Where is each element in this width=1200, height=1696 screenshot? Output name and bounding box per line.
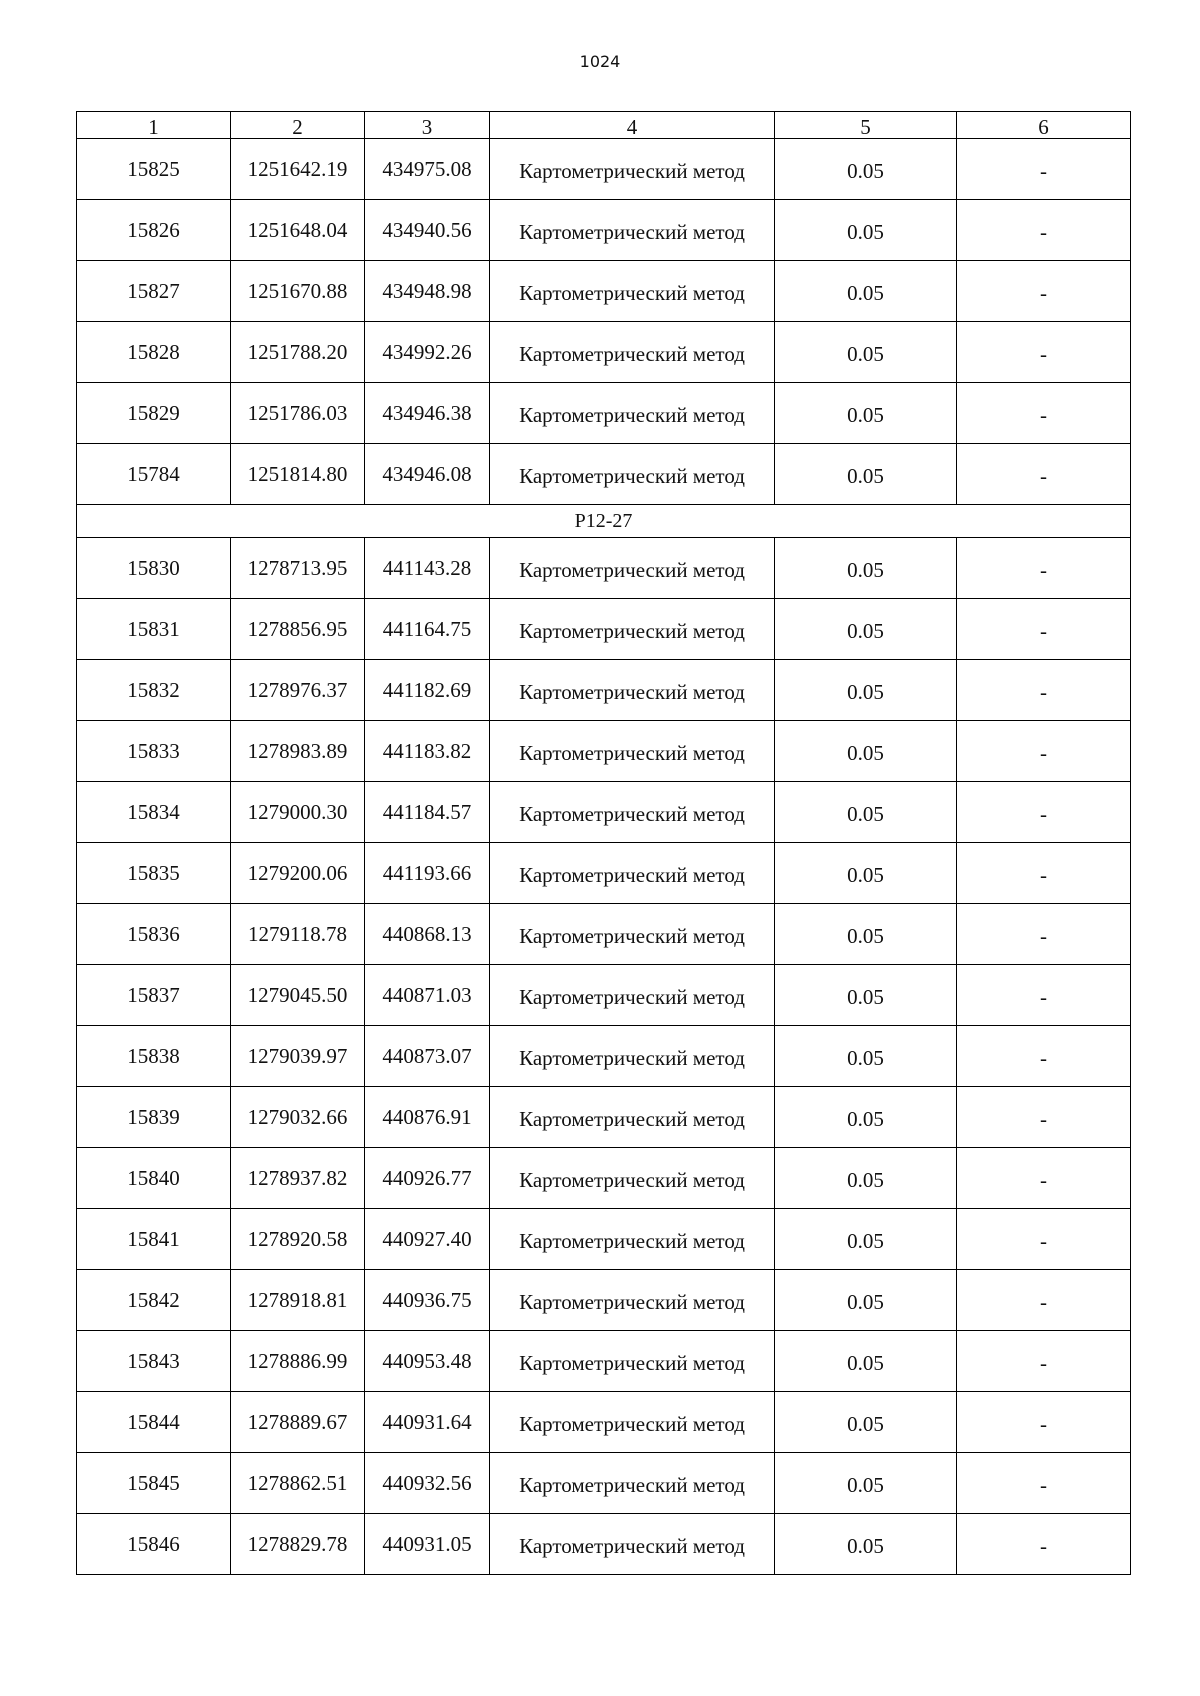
point-number-cell: 15832: [77, 660, 231, 721]
method-cell: Картометрический метод: [490, 261, 775, 322]
point-number-cell: 15843: [77, 1331, 231, 1392]
method-cell: Картометрический метод: [490, 139, 775, 200]
y-coordinate-cell: 434940.56: [365, 200, 490, 261]
table-row: [77, 1331, 1131, 1392]
note-cell: -: [957, 322, 1131, 383]
y-coordinate-cell: 440871.03: [365, 965, 490, 1026]
y-coordinate-cell: 440953.48: [365, 1331, 490, 1392]
point-number-cell: 15830: [77, 538, 231, 599]
y-coordinate-cell: 440868.13: [365, 904, 490, 965]
y-coordinate-cell: 434948.98: [365, 261, 490, 322]
point-number-cell: 15828: [77, 322, 231, 383]
header-row: [77, 112, 1131, 139]
page-number: 1024: [579, 52, 621, 71]
table-row: [77, 1514, 1131, 1575]
note-cell: -: [957, 904, 1131, 965]
accuracy-cell: 0.05: [775, 599, 957, 660]
method-cell: Картометрический метод: [490, 444, 775, 505]
table-row: [77, 1392, 1131, 1453]
y-coordinate-cell: 434946.38: [365, 383, 490, 444]
point-number-cell: 15826: [77, 200, 231, 261]
x-coordinate-cell: 1251814.80: [231, 444, 365, 505]
table-row: [77, 139, 1131, 200]
note-cell: -: [957, 1087, 1131, 1148]
note-cell: -: [957, 599, 1131, 660]
table-row: [77, 1209, 1131, 1270]
accuracy-cell: 0.05: [775, 1270, 957, 1331]
accuracy-cell: 0.05: [775, 1148, 957, 1209]
accuracy-cell: 0.05: [775, 444, 957, 505]
note-cell: -: [957, 1270, 1131, 1331]
table-body: [77, 139, 1131, 1575]
point-number-cell: 15784: [77, 444, 231, 505]
point-number-cell: 15840: [77, 1148, 231, 1209]
x-coordinate-cell: 1279200.06: [231, 843, 365, 904]
table-row: [77, 843, 1131, 904]
accuracy-cell: 0.05: [775, 1087, 957, 1148]
note-cell: -: [957, 843, 1131, 904]
x-coordinate-cell: 1278976.37: [231, 660, 365, 721]
accuracy-cell: 0.05: [775, 200, 957, 261]
method-cell: Картометрический метод: [490, 200, 775, 261]
column-header-5: 5: [775, 112, 957, 139]
note-cell: -: [957, 660, 1131, 721]
table-row: [77, 383, 1131, 444]
note-cell: -: [957, 139, 1131, 200]
note-cell: -: [957, 782, 1131, 843]
accuracy-cell: 0.05: [775, 1392, 957, 1453]
y-coordinate-cell: 440873.07: [365, 1026, 490, 1087]
method-cell: Картометрический метод: [490, 1209, 775, 1270]
coordinates-table: [76, 111, 1131, 1575]
table-row: [77, 965, 1131, 1026]
method-cell: Картометрический метод: [490, 1026, 775, 1087]
y-coordinate-cell: 441182.69: [365, 660, 490, 721]
y-coordinate-cell: 440931.64: [365, 1392, 490, 1453]
method-cell: Картометрический метод: [490, 1148, 775, 1209]
method-cell: Картометрический метод: [490, 538, 775, 599]
y-coordinate-cell: 440936.75: [365, 1270, 490, 1331]
x-coordinate-cell: 1278886.99: [231, 1331, 365, 1392]
table-row: [77, 322, 1131, 383]
method-cell: Картометрический метод: [490, 1514, 775, 1575]
y-coordinate-cell: 441183.82: [365, 721, 490, 782]
method-cell: Картометрический метод: [490, 721, 775, 782]
table-row: [77, 1148, 1131, 1209]
table-row: [77, 904, 1131, 965]
table-row: [77, 1453, 1131, 1514]
y-coordinate-cell: 441193.66: [365, 843, 490, 904]
column-header-2: 2: [231, 112, 365, 139]
column-header-1: 1: [77, 112, 231, 139]
x-coordinate-cell: 1279039.97: [231, 1026, 365, 1087]
x-coordinate-cell: 1251642.19: [231, 139, 365, 200]
method-cell: Картометрический метод: [490, 965, 775, 1026]
x-coordinate-cell: 1279000.30: [231, 782, 365, 843]
point-number-cell: 15838: [77, 1026, 231, 1087]
x-coordinate-cell: 1278920.58: [231, 1209, 365, 1270]
x-coordinate-cell: 1278918.81: [231, 1270, 365, 1331]
note-cell: -: [957, 1514, 1131, 1575]
table-row: [77, 721, 1131, 782]
note-cell: -: [957, 1026, 1131, 1087]
point-number-cell: 15844: [77, 1392, 231, 1453]
note-cell: -: [957, 1209, 1131, 1270]
table-row: [77, 538, 1131, 599]
accuracy-cell: 0.05: [775, 1209, 957, 1270]
y-coordinate-cell: 440926.77: [365, 1148, 490, 1209]
point-number-cell: 15831: [77, 599, 231, 660]
table-row: [77, 200, 1131, 261]
accuracy-cell: 0.05: [775, 965, 957, 1026]
point-number-cell: 15827: [77, 261, 231, 322]
x-coordinate-cell: 1278889.67: [231, 1392, 365, 1453]
y-coordinate-cell: 440927.40: [365, 1209, 490, 1270]
table-row: [77, 599, 1131, 660]
accuracy-cell: 0.05: [775, 322, 957, 383]
point-number-cell: 15837: [77, 965, 231, 1026]
point-number-cell: 15836: [77, 904, 231, 965]
table-row: [77, 782, 1131, 843]
note-cell: -: [957, 538, 1131, 599]
note-cell: -: [957, 261, 1131, 322]
point-number-cell: 15842: [77, 1270, 231, 1331]
accuracy-cell: 0.05: [775, 1453, 957, 1514]
note-cell: -: [957, 383, 1131, 444]
accuracy-cell: 0.05: [775, 1514, 957, 1575]
y-coordinate-cell: 441143.28: [365, 538, 490, 599]
note-cell: -: [957, 1453, 1131, 1514]
x-coordinate-cell: 1279045.50: [231, 965, 365, 1026]
x-coordinate-cell: 1251788.20: [231, 322, 365, 383]
note-cell: -: [957, 1331, 1131, 1392]
table-row: [77, 660, 1131, 721]
table-row: [77, 444, 1131, 505]
note-cell: -: [957, 965, 1131, 1026]
x-coordinate-cell: 1278862.51: [231, 1453, 365, 1514]
x-coordinate-cell: 1251670.88: [231, 261, 365, 322]
y-coordinate-cell: 441184.57: [365, 782, 490, 843]
point-number-cell: 15834: [77, 782, 231, 843]
x-coordinate-cell: 1278937.82: [231, 1148, 365, 1209]
note-cell: -: [957, 444, 1131, 505]
method-cell: Картометрический метод: [490, 1392, 775, 1453]
column-header-3: 3: [365, 112, 490, 139]
y-coordinate-cell: 440876.91: [365, 1087, 490, 1148]
x-coordinate-cell: 1251786.03: [231, 383, 365, 444]
method-cell: Картометрический метод: [490, 322, 775, 383]
y-coordinate-cell: 434992.26: [365, 322, 490, 383]
y-coordinate-cell: 434946.08: [365, 444, 490, 505]
accuracy-cell: 0.05: [775, 1331, 957, 1392]
table-row: [77, 1087, 1131, 1148]
table-row: [77, 1026, 1131, 1087]
accuracy-cell: 0.05: [775, 721, 957, 782]
method-cell: Картометрический метод: [490, 1087, 775, 1148]
y-coordinate-cell: 440931.05: [365, 1514, 490, 1575]
x-coordinate-cell: 1278829.78: [231, 1514, 365, 1575]
accuracy-cell: 0.05: [775, 383, 957, 444]
point-number-cell: 15839: [77, 1087, 231, 1148]
note-cell: -: [957, 1392, 1131, 1453]
y-coordinate-cell: 434975.08: [365, 139, 490, 200]
section-label: P12-27: [77, 505, 1131, 538]
method-cell: Картометрический метод: [490, 1270, 775, 1331]
x-coordinate-cell: 1278713.95: [231, 538, 365, 599]
point-number-cell: 15841: [77, 1209, 231, 1270]
point-number-cell: 15833: [77, 721, 231, 782]
method-cell: Картометрический метод: [490, 660, 775, 721]
accuracy-cell: 0.05: [775, 904, 957, 965]
method-cell: Картометрический метод: [490, 383, 775, 444]
x-coordinate-cell: 1278856.95: [231, 599, 365, 660]
method-cell: Картометрический метод: [490, 904, 775, 965]
table-row: [77, 1270, 1131, 1331]
method-cell: Картометрический метод: [490, 1331, 775, 1392]
accuracy-cell: 0.05: [775, 843, 957, 904]
y-coordinate-cell: 440932.56: [365, 1453, 490, 1514]
x-coordinate-cell: 1278983.89: [231, 721, 365, 782]
method-cell: Картометрический метод: [490, 782, 775, 843]
method-cell: Картометрический метод: [490, 599, 775, 660]
column-header-4: 4: [490, 112, 775, 139]
accuracy-cell: 0.05: [775, 1026, 957, 1087]
note-cell: -: [957, 200, 1131, 261]
accuracy-cell: 0.05: [775, 660, 957, 721]
column-header-6: 6: [957, 112, 1131, 139]
point-number-cell: 15846: [77, 1514, 231, 1575]
y-coordinate-cell: 441164.75: [365, 599, 490, 660]
accuracy-cell: 0.05: [775, 538, 957, 599]
x-coordinate-cell: 1251648.04: [231, 200, 365, 261]
accuracy-cell: 0.05: [775, 782, 957, 843]
note-cell: -: [957, 1148, 1131, 1209]
section-row: [77, 505, 1131, 538]
accuracy-cell: 0.05: [775, 261, 957, 322]
x-coordinate-cell: 1279032.66: [231, 1087, 365, 1148]
accuracy-cell: 0.05: [775, 139, 957, 200]
table-row: [77, 261, 1131, 322]
point-number-cell: 15845: [77, 1453, 231, 1514]
note-cell: -: [957, 721, 1131, 782]
point-number-cell: 15835: [77, 843, 231, 904]
method-cell: Картометрический метод: [490, 843, 775, 904]
x-coordinate-cell: 1279118.78: [231, 904, 365, 965]
point-number-cell: 15829: [77, 383, 231, 444]
point-number-cell: 15825: [77, 139, 231, 200]
method-cell: Картометрический метод: [490, 1453, 775, 1514]
